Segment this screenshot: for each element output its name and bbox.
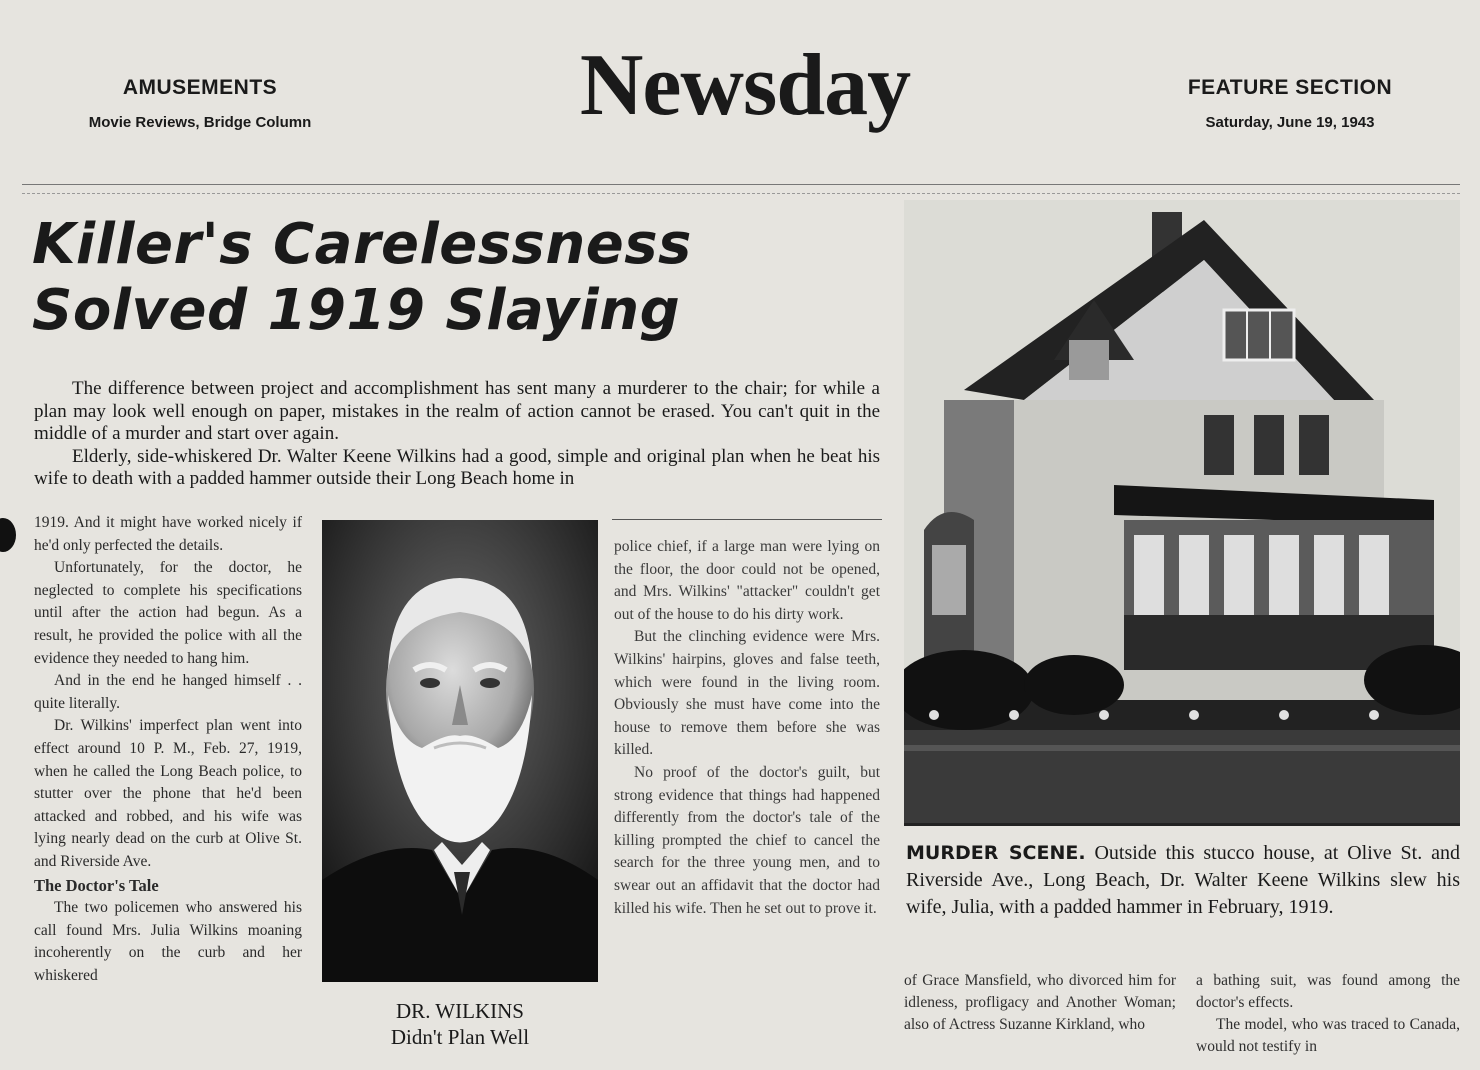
column-3-paragraph: of Grace Mansfield, who divorced him for idleness, profligacy and Another Woman; also of Actress Suzanne Kirkland, who	[904, 972, 1176, 1033]
article-column-4	[1196, 970, 1460, 1058]
section-title-amusements: AMUSEMENTS	[122, 76, 278, 99]
photo-caption-text: Outside this stucco house, at Olive St. and Riverside Ave., Long Beach, Dr. Walter Keene Wilkins slew his wife, Julia, with a padded hammer in February, 1919.	[906, 842, 1461, 918]
headline	[32, 212, 912, 344]
photo-caption	[906, 840, 1460, 921]
masthead-rule	[22, 184, 1460, 194]
column-subhead: The Doctor's Tale	[34, 875, 159, 895]
column-1-paragraph-1: 1919. And it might have worked nicely if he'd only perfected the details.	[34, 514, 302, 554]
column-2-paragraph-3: No proof of the doctor's guilt, but strong evidence that things had happened differently from the doctor's tale of the killing prompted the chief to cancel the search for the three young men, and to swear out an affidavit that the doctor had killed his wife. Then he set out to prove it.	[614, 763, 880, 917]
column-1-paragraph-3: And in the end he hanged himself . . quite literally.	[34, 672, 302, 712]
house-illustration	[904, 200, 1460, 826]
section-title-feature: FEATURE SECTION	[1187, 76, 1393, 99]
column-1-paragraph-4: Dr. Wilkins' imperfect plan went into effect around 10 P. M., Feb. 27, 1919, when he called the Long Beach police, to stutter over the phone that he'd been attacked and robbed, and his wife was lying nearly dead on the curb at Olive St. and Riverside Ave.	[34, 717, 302, 870]
article-lead	[34, 378, 880, 491]
issue-date: Saturday, June 19, 1943	[1205, 114, 1375, 131]
column-1-paragraph-5: The two policemen who answered his call found Mrs. Julia Wilkins moaning incoherently on the curb and her whiskered	[34, 899, 302, 984]
masthead-right	[1160, 76, 1420, 131]
article-column-1	[34, 512, 302, 987]
lead-paragraph-1: The difference between project and accomplishment has sent many a murderer to the chair; for while a plan may look well enough on paper, mistakes in the realm of action cannot be erased. You can't quit in the middle of a murder and start over again.	[34, 378, 880, 444]
headline-line-2: Solved 1919 Slaying	[32, 278, 681, 343]
portrait-photo	[322, 520, 598, 982]
newspaper-logo: Newsday	[579, 37, 911, 134]
column-2-paragraph-1: police chief, if a large man were lying on the floor, the door could not be opened, and Mrs. Wilkins' "attacker" couldn't get out of the house to do his dirty work.	[614, 538, 880, 623]
portrait-caption-name: DR. WILKINS	[396, 999, 524, 1023]
column-1-paragraph-2: Unfortunately, for the doctor, he neglected to complete his specifications until after the action had begun. As a result, he provided the police with all the evidence they needed to hang him.	[34, 559, 302, 667]
article-column-3	[904, 970, 1176, 1036]
portrait-caption-sub: Didn't Plan Well	[390, 1025, 530, 1049]
house-photo	[904, 200, 1460, 826]
section-subtitle: Movie Reviews, Bridge Column	[88, 114, 312, 131]
column-4-paragraph-2: The model, who was traced to Canada, would not testify in	[1196, 1016, 1460, 1055]
masthead-left	[50, 76, 350, 131]
photo-caption-label: MURDER SCENE.	[906, 842, 1086, 864]
page-edge-bullet	[0, 518, 16, 552]
column-rule	[612, 519, 882, 520]
lead-paragraph-2: Elderly, side-whiskered Dr. Walter Keene Wilkins had a good, simple and original plan when he beat his wife to death with a padded hammer outside their Long Beach home in	[34, 445, 880, 489]
headline-line-1: Killer's Carelessness	[32, 212, 692, 277]
column-2-paragraph-2: But the clinching evidence were Mrs. Wilkins' hairpins, gloves and false teeth, which were found in the living room. Obviously she must have come into the house to remove them before she was killed.	[614, 628, 880, 759]
article-column-2	[614, 536, 880, 920]
column-4-paragraph-1: a bathing suit, was found among the doctor's effects.	[1196, 972, 1460, 1011]
portrait-illustration	[322, 520, 598, 982]
portrait-caption	[322, 998, 598, 1050]
